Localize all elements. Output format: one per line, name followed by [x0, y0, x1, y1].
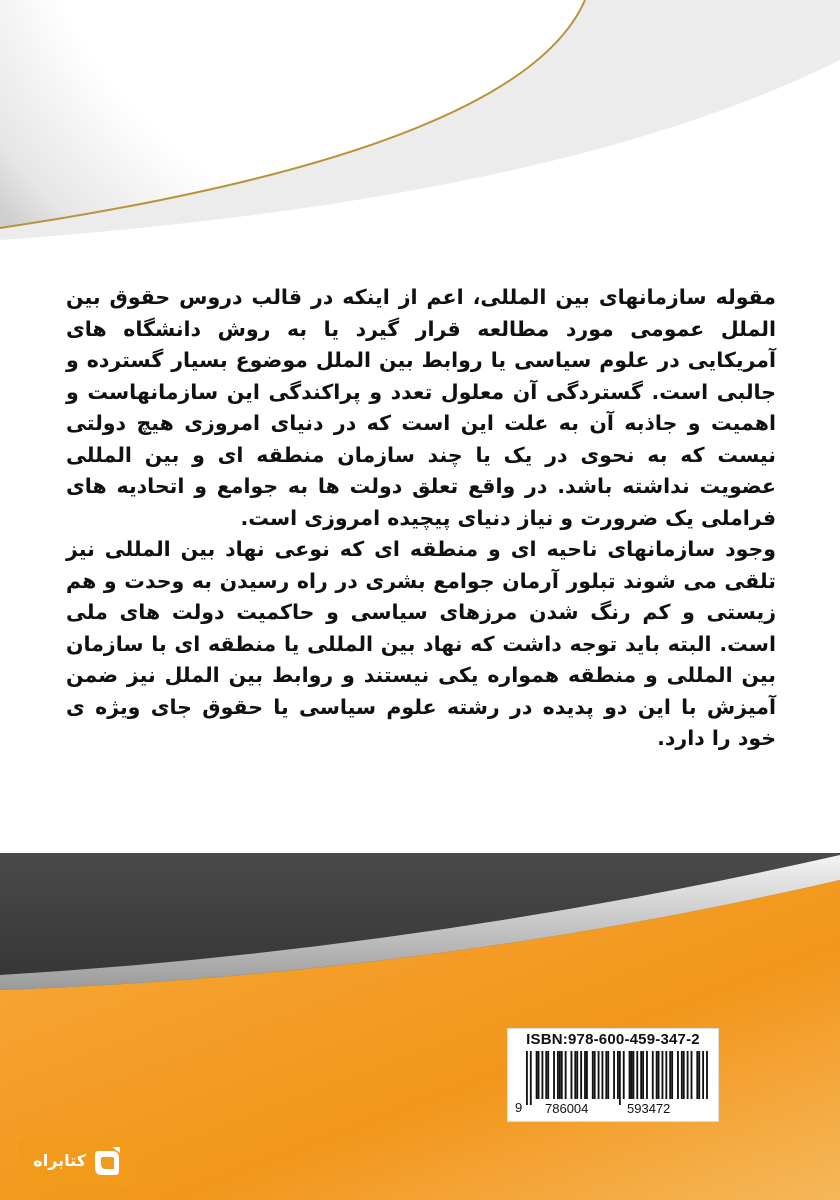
cover-description [66, 282, 776, 755]
barcode-left-digits: 786004 [545, 1101, 589, 1116]
barcode-bar [698, 1051, 700, 1099]
barcode-bar [656, 1051, 658, 1099]
barcode-bar [623, 1051, 625, 1099]
barcode-bar [541, 1051, 543, 1099]
publisher-logo-text: کتابراه [33, 1151, 86, 1170]
barcode-bar [640, 1051, 642, 1099]
barcode-bar [545, 1051, 547, 1099]
barcode-bar [598, 1051, 600, 1099]
barcode-bar [631, 1051, 633, 1099]
barcode-bar [536, 1051, 538, 1099]
barcode-bar [669, 1051, 671, 1099]
barcode-bar [605, 1051, 607, 1099]
barcode-bar [594, 1051, 596, 1099]
barcode-bar [561, 1051, 563, 1099]
barcode-bar [580, 1051, 582, 1099]
barcode-bar [665, 1051, 667, 1099]
barcode-bar [553, 1051, 555, 1099]
barcode-bar [691, 1051, 693, 1099]
barcode-bars [526, 1051, 708, 1105]
barcode-bar [617, 1051, 619, 1099]
barcode-bar [557, 1051, 559, 1099]
barcode-bar [642, 1051, 644, 1099]
barcode-lead-digit: 9 [515, 1100, 523, 1115]
description-paragraph-1: مقوله سازمانهای بین المللی، اعم از اینکه در قالب دروس حقوق بین الملل عمومی مورد مطالعه قرار گیرد یا به روش دانشگاه های آمریکایی در علوم سیاسی یا روابط بین الملل موضوع بسیار گسترده و جالبی است. گستردگی آن معلول تعدد و پراکندگی این سازمانهاست و اهمیت و جاذبه آن به علت این است که در دنیای امروزی هیچ دولتی نیست که به نحوی در یک یا چند سازمان منطقه ای و بین المللی عضویت نداشته باشد. در واقع تعلق دولت ها به جوامع و اتحادیه های فراملی یک ضرورت و نیاز دنیای پیچیده امروزی است. [66, 285, 776, 530]
barcode-bar [706, 1051, 708, 1099]
isbn-barcode-box [507, 1028, 719, 1122]
barcode-bar [681, 1051, 683, 1099]
barcode-bar [662, 1051, 664, 1099]
barcode-bar [632, 1051, 634, 1099]
barcode-bar [576, 1051, 578, 1099]
barcode-bar [646, 1051, 648, 1099]
barcode-bar [547, 1051, 549, 1099]
barcode-bar [574, 1051, 576, 1099]
barcode-bar [559, 1051, 561, 1099]
isbn-label: ISBN:978-600-459-347-2 [526, 1031, 700, 1048]
barcode-bar [584, 1051, 586, 1099]
publisher-logo[interactable] [18, 1137, 134, 1187]
barcode-bar [592, 1051, 594, 1099]
barcode-bar [586, 1051, 588, 1099]
barcode-bar [538, 1051, 540, 1099]
barcode-bar [636, 1051, 638, 1099]
barcode-bar [571, 1051, 573, 1099]
barcode-bar [687, 1051, 689, 1099]
barcode-bar [671, 1051, 673, 1099]
barcode-bar [652, 1051, 654, 1099]
barcode-bar [619, 1051, 621, 1105]
barcode-bar [696, 1051, 698, 1099]
barcode-bar [565, 1051, 567, 1099]
barcode-bar [629, 1051, 631, 1099]
barcode-bar [613, 1051, 615, 1099]
ketabrah-book-icon [90, 1145, 124, 1179]
barcode-bar [702, 1051, 704, 1099]
barcode-bar [683, 1051, 685, 1099]
barcode-bar [526, 1051, 528, 1105]
barcode-bar [658, 1051, 660, 1099]
barcode-right-digits: 593472 [627, 1101, 671, 1116]
description-paragraph-2: وجود سازمانهای ناحیه ای و منطقه ای که نوعی نهاد بین المللی نیز تلقی می شوند تبلور آرمان جوامع بشری در راه رسیدن به وحدت و هم زیستی و کم رنگ شدن مرزهای سیاسی و حاکمیت دولت های ملی است. البته باید توجه داشت که نهاد بین المللی یا منطقه ای با سازمان بین المللی و منطقه همواره یکی نیستند و روابط بین الملل نیز ضمن آمیزش با این دو پدیده در رشته علوم سیاسی یا حقوق جای ویژه ی خود را دارد. [66, 537, 776, 750]
barcode-bar [607, 1051, 609, 1099]
barcode-bar [677, 1051, 679, 1099]
barcode-bar [530, 1051, 532, 1105]
barcode-bar [602, 1051, 604, 1099]
